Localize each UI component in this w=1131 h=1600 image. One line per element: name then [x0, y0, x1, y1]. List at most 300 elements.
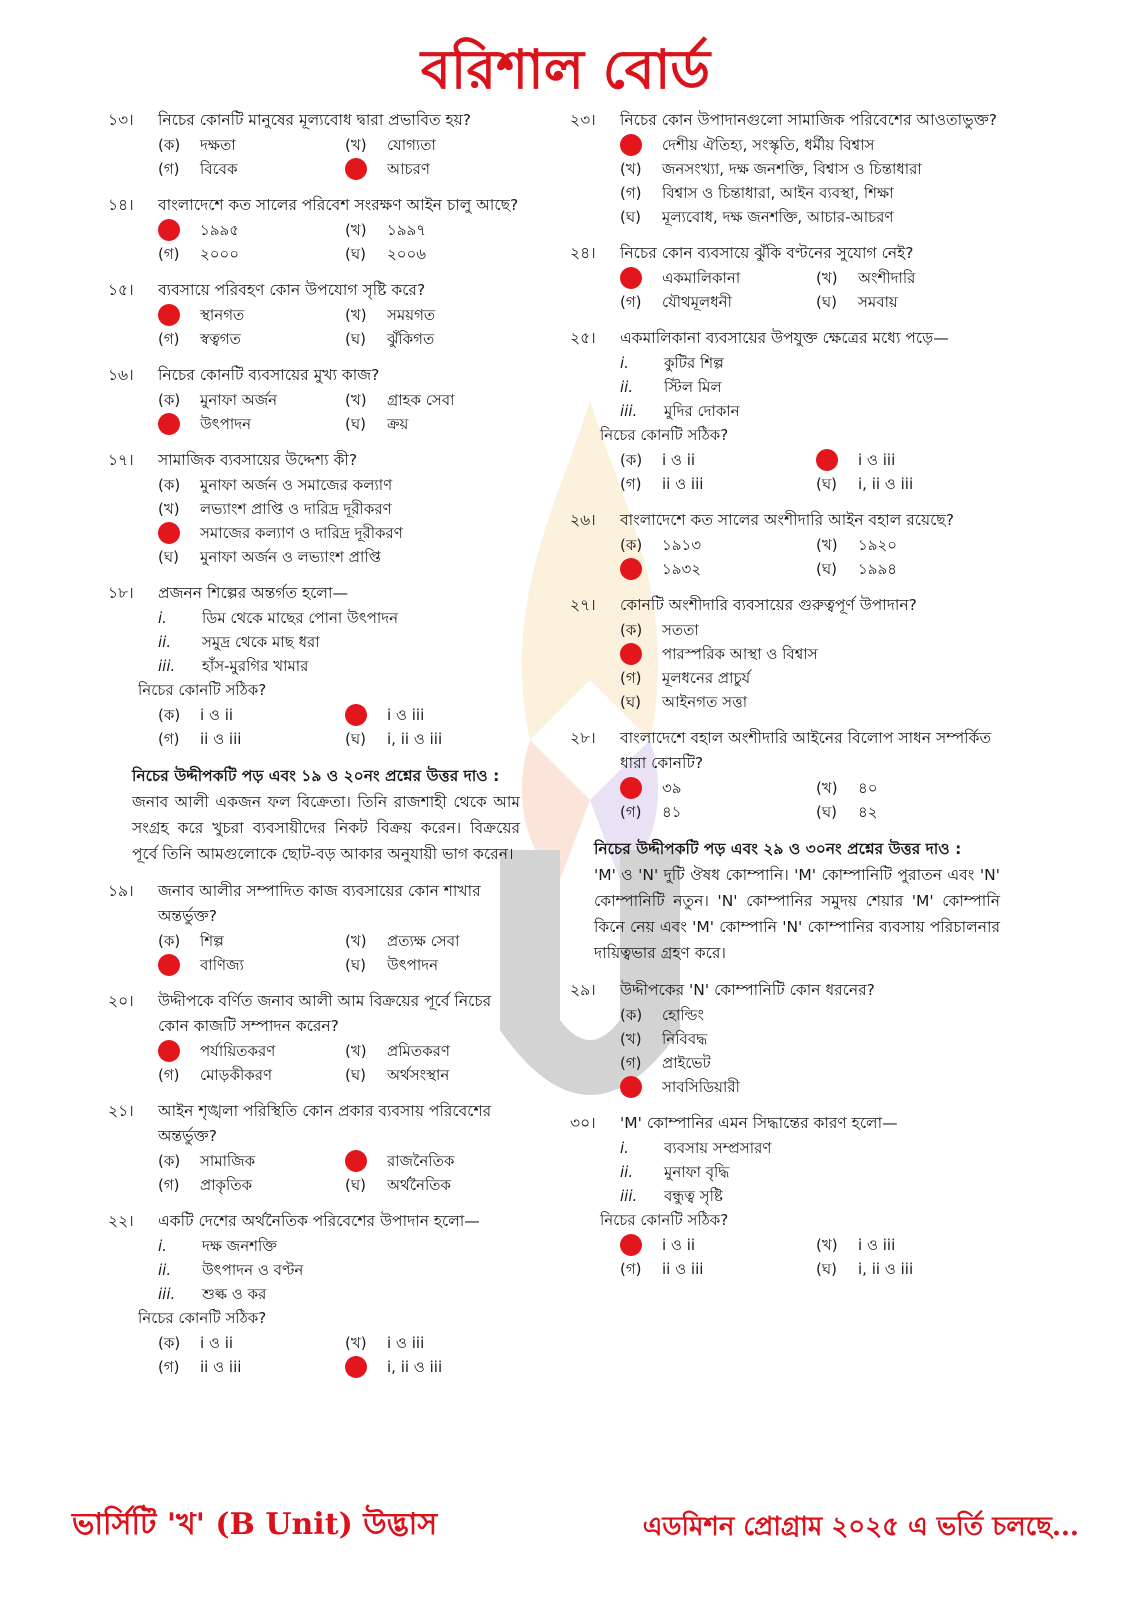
question-text: নিচের কোন উপাদানগুলো সামাজিক পরিবেশের আওতাভুক্ত? — [620, 111, 998, 129]
answer-option — [620, 1257, 804, 1281]
option-marker: (গ) — [158, 1066, 180, 1084]
option-marker — [158, 522, 200, 544]
option-text: বাণিজ্য — [200, 956, 244, 974]
stimulus-passage — [108, 763, 520, 867]
option-list — [108, 1039, 520, 1087]
option-text: ১৯৯৫ — [200, 221, 239, 239]
answer-option — [620, 642, 1000, 666]
footer-right-text: এডমিশন প্রোগ্রাম ২০২৫ এ ভর্তি চলছে... — [642, 1512, 1079, 1542]
answer-option — [816, 266, 1000, 290]
question-text: প্রজনন শিল্পের অন্তর্গত হলো— — [158, 584, 348, 602]
statement-roman: ii. — [620, 378, 634, 396]
option-marker — [345, 1356, 387, 1378]
option-marker — [620, 267, 662, 289]
question-text: একটি দেশের অর্থনৈতিক পরিবেশের উপাদান হলো— — [158, 1212, 480, 1230]
question-text: নিচের কোনটি ব্যবসায়ের মুখ্য কাজ? — [158, 366, 380, 384]
option-text: স্থানগত — [200, 306, 245, 324]
option-marker: (গ) — [620, 293, 642, 311]
option-marker: (খ) — [345, 391, 367, 409]
answer-option — [345, 953, 520, 977]
option-marker — [816, 449, 858, 471]
correct-answer-dot-icon — [620, 558, 642, 580]
option-text: ii ও iii — [662, 1260, 704, 1278]
option-marker: (খ) — [345, 1334, 367, 1352]
statement-roman: i. — [158, 1237, 167, 1255]
answer-option — [158, 1149, 333, 1173]
question-number: ১৩। — [108, 111, 134, 129]
answer-option — [345, 1039, 520, 1063]
answer-option — [158, 303, 333, 327]
option-text: মুনাফা অর্জন ও সমাজের কল্যাণ — [200, 476, 393, 494]
question-block — [570, 1111, 1000, 1281]
answer-option — [816, 776, 1000, 800]
answer-option — [345, 157, 520, 181]
answer-option — [158, 133, 333, 157]
option-marker: (ক) — [158, 932, 181, 950]
option-marker: (ক) — [620, 621, 643, 639]
statement-text: ডিম থেকে মাছের পোনা উৎপাদন — [202, 609, 399, 627]
passage-text: 'M' ও 'N' দুটি ঔষধ কোম্পানি। 'M' কোম্পানিটি পুরাতন এবং 'N' কোম্পানিটি নতুন। 'N' কোম্পানির সমুদয় শেয়ার 'M' কোম্পানি কিনে নেয় এবং 'M' কোম্পানি 'N' কোম্পানির ব্যবসায় পরিচালনার দায়িত্বভার গ্রহণ করে। — [594, 866, 1000, 962]
option-marker: (গ) — [620, 1260, 642, 1278]
option-marker: (ঘ) — [345, 245, 366, 263]
question-stem — [570, 1111, 1000, 1136]
option-text: সমাজের কল্যাণ ও দারিদ্র দূরীকরণ — [200, 524, 403, 542]
question-number: ২৩। — [570, 111, 596, 129]
option-marker — [620, 1234, 662, 1256]
answer-option — [345, 1173, 520, 1197]
option-text: বিবেক — [200, 160, 238, 178]
option-list — [570, 133, 1000, 229]
correct-answer-dot-icon — [620, 1076, 642, 1098]
passage-text: জনাব আলী একজন ফল বিক্রেতা। তিনি রাজশাহী থেকে আম সংগ্রহ করে খুচরা ব্যবসায়ীদের নিকট বিক্রয় করেন। বিক্রয়ের পূর্বে তিনি আমগুলোকে ছোট-বড় আকার অনুযায়ী ভাগ করেন। — [132, 793, 520, 863]
option-marker — [620, 134, 662, 156]
question-block — [108, 448, 520, 569]
question-block — [570, 508, 1000, 581]
option-marker — [158, 304, 200, 326]
option-text: i ও ii — [200, 706, 234, 724]
answer-option — [158, 388, 333, 412]
question-number: ২২। — [108, 1212, 134, 1230]
statement-item — [158, 630, 520, 654]
correct-answer-dot-icon — [158, 1040, 180, 1062]
question-number: ২৬। — [570, 511, 596, 529]
option-text: i ও iii — [387, 1334, 425, 1352]
option-list — [570, 448, 1000, 496]
correct-answer-dot-icon — [158, 954, 180, 976]
statement-text: ব্যবসায় সম্প্রসারণ — [664, 1139, 772, 1157]
answer-option — [345, 1149, 520, 1173]
answer-option — [158, 412, 333, 436]
statement-list — [570, 351, 1000, 423]
question-number: ১৯। — [108, 882, 134, 900]
answer-option — [345, 242, 520, 266]
option-list — [108, 473, 520, 569]
option-text: রাজনৈতিক — [387, 1152, 455, 1170]
question-number: ১৫। — [108, 281, 134, 299]
option-marker: (ঘ) — [816, 560, 837, 578]
option-marker: (ঘ) — [158, 548, 179, 566]
option-marker: (ঘ) — [345, 415, 366, 433]
option-marker: (গ) — [620, 1054, 642, 1072]
page-title: বরিশাল বোর্ড — [420, 37, 711, 101]
option-text: i ও iii — [858, 1236, 896, 1254]
question-block — [108, 581, 520, 751]
question-stem — [108, 581, 520, 606]
question-number: ২০। — [108, 992, 134, 1010]
option-text: দক্ষতা — [200, 136, 236, 154]
statement-item — [158, 654, 520, 678]
option-text: i ও ii — [200, 1334, 234, 1352]
option-marker: (ঘ) — [816, 293, 837, 311]
option-text: বিশ্বাস ও চিন্তাধারা, আইন ব্যবস্থা, শিক্ষা — [662, 184, 894, 202]
option-text: অংশীদারি — [858, 269, 916, 287]
answer-option — [620, 472, 804, 496]
option-marker: (ঘ) — [620, 208, 641, 226]
option-text: ২০০৬ — [387, 245, 427, 263]
question-block — [570, 326, 1000, 496]
answer-option — [620, 205, 1000, 229]
statement-text: মুদির দোকান — [664, 402, 740, 420]
option-list — [108, 388, 520, 436]
statement-list — [108, 606, 520, 678]
answer-option — [345, 327, 520, 351]
option-list — [108, 133, 520, 181]
passage-heading: নিচের উদ্দীপকটি পড় এবং ২৯ ও ৩০নং প্রশ্নের উত্তর দাও : — [594, 840, 962, 858]
correct-answer-dot-icon — [345, 1356, 367, 1378]
answer-option — [158, 929, 333, 953]
option-marker: (খ) — [816, 779, 838, 797]
answer-option — [816, 557, 1000, 581]
option-text: সততা — [662, 621, 699, 639]
question-text: বাংলাদেশে কত সালের অংশীদারি আইন বহাল রয়েছে? — [620, 511, 954, 529]
answer-option — [158, 327, 333, 351]
answer-option — [345, 929, 520, 953]
option-text: একমালিকানা — [662, 269, 741, 287]
answer-option — [620, 448, 804, 472]
option-list — [570, 1233, 1000, 1281]
right-column — [570, 108, 1000, 1293]
option-marker — [158, 1040, 200, 1062]
answer-option — [620, 290, 804, 314]
answer-option — [158, 545, 520, 569]
option-text: মূল্যবোধ, দক্ষ জনশক্তি, আচার-আচরণ — [662, 208, 894, 226]
option-text: i ও iii — [387, 706, 425, 724]
statement-item — [620, 1160, 1000, 1184]
question-stem — [108, 193, 520, 218]
option-text: দেশীয় ঐতিহ্য, সংস্কৃতি, ধর্মীয় বিশ্বাস — [662, 136, 875, 154]
option-marker: (গ) — [158, 1176, 180, 1194]
option-marker — [620, 558, 662, 580]
question-block — [108, 108, 520, 181]
option-marker — [158, 954, 200, 976]
option-text: মূলধনের প্রাচুর্য — [662, 669, 751, 687]
statement-text: সমুদ্র থেকে মাছ ধরা — [202, 633, 320, 651]
correct-answer-dot-icon — [620, 777, 642, 799]
statement-item — [620, 399, 1000, 423]
option-text: আচরণ — [387, 160, 430, 178]
option-list — [108, 303, 520, 351]
question-stem — [570, 108, 1000, 133]
option-text: হোল্ডিং — [662, 1006, 704, 1024]
option-marker — [158, 413, 200, 435]
statement-text: কুটির শিল্প — [664, 354, 724, 372]
option-marker — [345, 704, 387, 726]
option-text: প্রত্যক্ষ সেবা — [387, 932, 460, 950]
option-marker: (ক) — [158, 1152, 181, 1170]
question-text: বাংলাদেশে বহাল অংশীদারি আইনের বিলোপ সাধন সম্পর্কিত ধারা কোনটি? — [620, 729, 992, 772]
option-marker: (গ) — [158, 245, 180, 263]
option-text: ১৯৩২ — [662, 560, 701, 578]
answer-option — [620, 533, 804, 557]
statement-item — [620, 1184, 1000, 1208]
option-text: i ও ii — [662, 1236, 696, 1254]
answer-option — [816, 448, 1000, 472]
answer-option — [620, 800, 804, 824]
option-text: ১৯২০ — [858, 536, 897, 554]
option-text: মুনাফা অর্জন ও লভ্যাংশ প্রাপ্তি — [200, 548, 381, 566]
correct-answer-dot-icon — [345, 1150, 367, 1172]
question-number: ১৭। — [108, 451, 134, 469]
statement-roman: i. — [620, 354, 629, 372]
question-block — [108, 193, 520, 266]
option-marker: (ঘ) — [620, 693, 641, 711]
question-text: উদ্দীপকের 'N' কোম্পানিটি কোন ধরনের? — [620, 981, 875, 999]
which-correct-prompt: নিচের কোনটি সঠিক? — [138, 681, 267, 699]
answer-option — [620, 618, 1000, 642]
option-text: উৎপাদন — [387, 956, 439, 974]
answer-option — [158, 703, 333, 727]
option-list — [570, 266, 1000, 314]
statement-roman: i. — [620, 1139, 629, 1157]
option-marker: (ক) — [620, 451, 643, 469]
answer-option — [816, 533, 1000, 557]
option-text: ii ও iii — [200, 730, 242, 748]
option-marker — [620, 643, 662, 665]
statement-item — [158, 1234, 520, 1258]
left-column — [108, 108, 520, 1391]
statement-roman: i. — [158, 609, 167, 627]
option-text: প্রমিতকরণ — [387, 1042, 450, 1060]
question-block — [108, 278, 520, 351]
option-marker — [345, 1150, 387, 1172]
answer-option — [158, 953, 333, 977]
question-stem — [570, 241, 1000, 266]
option-text: প্রাকৃতিক — [200, 1176, 253, 1194]
answer-option — [816, 1233, 1000, 1257]
question-text: বাংলাদেশে কত সালের পরিবেশ সংরক্ষণ আইন চালু আছে? — [158, 196, 519, 214]
answer-option — [158, 157, 333, 181]
answer-option — [816, 800, 1000, 824]
answer-option — [158, 497, 520, 521]
option-marker: (ক) — [158, 391, 181, 409]
option-text: পারস্পরিক আস্থা ও বিশ্বাস — [662, 645, 818, 663]
option-list — [570, 1003, 1000, 1099]
option-text: সামাজিক — [200, 1152, 256, 1170]
question-text: সামাজিক ব্যবসায়ের উদ্দেশ্য কী? — [158, 451, 358, 469]
question-block — [108, 989, 520, 1087]
option-marker: (ঘ) — [816, 1260, 837, 1278]
option-marker: (ক) — [158, 136, 181, 154]
question-text: উদ্দীপকে বর্ণিত জনাব আলী আম বিক্রয়ের পূর্বে নিচের কোন কাজটি সম্পাদন করেন? — [158, 992, 492, 1035]
which-correct-prompt: নিচের কোনটি সঠিক? — [138, 1309, 267, 1327]
question-block — [570, 978, 1000, 1099]
statement-list — [570, 1136, 1000, 1208]
option-list — [570, 533, 1000, 581]
option-marker: (ঘ) — [345, 1066, 366, 1084]
option-text: অর্থনৈতিক — [387, 1176, 451, 1194]
option-list — [108, 703, 520, 751]
correct-answer-dot-icon — [816, 449, 838, 471]
option-list — [108, 218, 520, 266]
option-marker: (খ) — [816, 536, 838, 554]
which-correct-prompt: নিচের কোনটি সঠিক? — [600, 1211, 729, 1229]
option-list — [108, 929, 520, 977]
question-text: জনাব আলীর সম্পাদিত কাজ ব্যবসায়ের কোন শাখার অন্তর্ভুক্ত? — [158, 882, 481, 925]
statement-item — [158, 606, 520, 630]
answer-option — [620, 1003, 1000, 1027]
option-marker: (গ) — [158, 160, 180, 178]
option-text: অর্থসংস্থান — [387, 1066, 450, 1084]
correct-answer-dot-icon — [158, 413, 180, 435]
question-text: কোনটি অংশীদারি ব্যবসায়ের গুরুত্বপূর্ণ উপাদান? — [620, 596, 917, 614]
question-text: আইন শৃঙ্খলা পরিস্থিতি কোন প্রকার ব্যবসায় পরিবেশের অন্তর্ভুক্ত? — [158, 1102, 492, 1145]
option-marker: (ক) — [158, 476, 181, 494]
option-text: i, ii ও iii — [858, 475, 914, 493]
option-text: মোড়কীকরণ — [200, 1066, 273, 1084]
question-stem — [108, 448, 520, 473]
answer-option — [158, 473, 520, 497]
question-stem — [570, 593, 1000, 618]
statement-item — [620, 375, 1000, 399]
statement-roman: iii. — [620, 1187, 638, 1205]
option-text: পর্যায়িতকরণ — [200, 1042, 276, 1060]
question-stem — [108, 1209, 520, 1234]
answer-option — [345, 388, 520, 412]
answer-option — [158, 1331, 333, 1355]
question-text: ব্যবসায়ে পরিবহণ কোন উপযোগ সৃষ্টি করে? — [158, 281, 426, 299]
option-marker: (খ) — [345, 1042, 367, 1060]
statement-text: দক্ষ জনশক্তি — [202, 1237, 277, 1255]
question-text: 'M' কোম্পানির এমন সিদ্ধান্তের কারণ হলো— — [620, 1114, 898, 1132]
option-text: যৌথমূলধনী — [662, 293, 732, 311]
option-text: প্রাইভেট — [662, 1054, 711, 1072]
question-number: ১৪। — [108, 196, 134, 214]
question-block — [108, 363, 520, 436]
question-number: ৩০। — [570, 1114, 596, 1132]
option-marker: (খ) — [620, 1030, 642, 1048]
statement-list — [108, 1234, 520, 1306]
statement-text: উৎপাদন ও বণ্টন — [202, 1261, 304, 1279]
answer-option — [158, 727, 333, 751]
option-list — [570, 618, 1000, 714]
option-marker: (গ) — [620, 475, 642, 493]
answer-option — [345, 727, 520, 751]
option-text: ii ও iii — [662, 475, 704, 493]
statement-item — [620, 1136, 1000, 1160]
statement-text: স্টিল মিল — [664, 378, 722, 396]
option-text: ৩৯ — [662, 779, 682, 797]
question-stem — [570, 326, 1000, 351]
option-text: ২০০০ — [200, 245, 240, 263]
option-list — [108, 1331, 520, 1379]
option-list — [570, 776, 1000, 824]
answer-option — [345, 1331, 520, 1355]
option-text: নিবিবদ্ধ — [662, 1030, 708, 1048]
answer-option — [158, 521, 520, 545]
question-stem — [108, 1099, 520, 1149]
option-text: i, ii ও iii — [387, 730, 443, 748]
answer-option — [158, 1355, 333, 1379]
statement-text: বন্ধুত্ব সৃষ্টি — [664, 1187, 723, 1205]
question-stem — [570, 978, 1000, 1003]
statement-item — [158, 1258, 520, 1282]
question-block — [108, 879, 520, 977]
correct-answer-dot-icon — [345, 704, 367, 726]
option-marker: (খ) — [345, 932, 367, 950]
statement-text: হাঁস-মুরগির খামার — [202, 657, 309, 675]
option-text: ১৯১৩ — [662, 536, 701, 554]
answer-option — [620, 133, 1000, 157]
answer-option — [620, 666, 1000, 690]
answer-option — [158, 1039, 333, 1063]
answer-option — [345, 1063, 520, 1087]
option-marker: (ক) — [620, 1006, 643, 1024]
statement-roman: ii. — [158, 1261, 172, 1279]
statement-item — [620, 351, 1000, 375]
question-stem — [108, 989, 520, 1039]
question-stem — [108, 363, 520, 388]
statement-item — [158, 1282, 520, 1306]
answer-option — [620, 557, 804, 581]
option-marker: (খ) — [345, 306, 367, 324]
question-text: নিচের কোনটি মানুষের মূল্যবোধ দ্বারা প্রভাবিত হয়? — [158, 111, 472, 129]
question-text: নিচের কোন ব্যবসায়ে ঝুঁকি বণ্টনের সুযোগ নেই? — [620, 244, 914, 262]
option-marker: (গ) — [620, 184, 642, 202]
question-text: একমালিকানা ব্যবসায়ের উপযুক্ত ক্ষেত্রের মধ্যে পড়ে— — [620, 329, 949, 347]
option-marker: (ঘ) — [816, 803, 837, 821]
option-marker: (খ) — [620, 160, 642, 178]
option-marker: (গ) — [158, 1358, 180, 1376]
option-text: ৪১ — [662, 803, 682, 821]
answer-option — [620, 1233, 804, 1257]
answer-option — [345, 218, 520, 242]
option-marker: (গ) — [158, 730, 180, 748]
option-text: জনসংখ্যা, দক্ষ জনশক্তি, বিশ্বাস ও চিন্তাধারা — [662, 160, 922, 178]
option-marker: (ক) — [158, 1334, 181, 1352]
statement-roman: iii. — [620, 402, 638, 420]
statement-roman: ii. — [158, 633, 172, 651]
option-text: i ও ii — [662, 451, 696, 469]
option-text: ক্রয় — [387, 415, 409, 433]
answer-option — [158, 1063, 333, 1087]
option-marker — [620, 777, 662, 799]
question-stem — [108, 108, 520, 133]
option-marker: (ক) — [158, 706, 181, 724]
option-marker: (খ) — [816, 1236, 838, 1254]
option-marker — [620, 1076, 662, 1098]
option-text: সাবসিডিয়ারী — [662, 1078, 740, 1096]
question-block — [108, 1209, 520, 1379]
statement-roman: ii. — [620, 1163, 634, 1181]
option-marker: (ঘ) — [345, 1176, 366, 1194]
option-text: i, ii ও iii — [387, 1358, 443, 1376]
correct-answer-dot-icon — [158, 219, 180, 241]
option-marker — [345, 158, 387, 180]
option-text: উৎপাদন — [200, 415, 252, 433]
option-text: স্বত্বগত — [200, 330, 241, 348]
option-text: ১৯৯৪ — [858, 560, 897, 578]
answer-option — [158, 242, 333, 266]
